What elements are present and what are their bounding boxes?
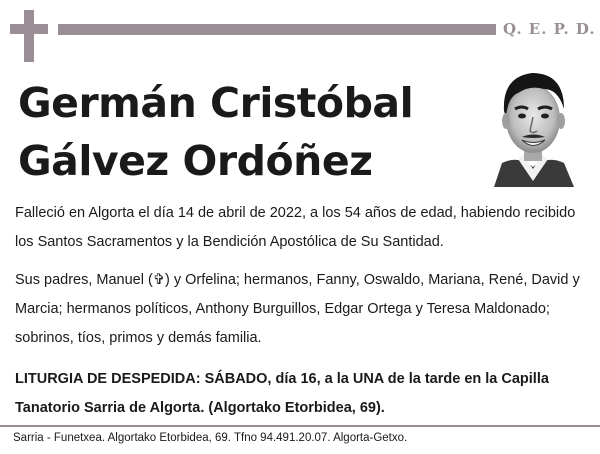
header-bar <box>58 24 496 35</box>
funeral-home-footer: Sarria - Funetxea. Algortako Etorbidea, 69. Tfno 94.491.20.07. Algorta-Getxo. <box>13 432 408 444</box>
qepd-label: Q. E. P. D. <box>503 20 596 38</box>
liturgy-paragraph: LITURGIA DE DESPEDIDA: SÁBADO, día 16, a la UNA de la tarde en la Capilla Tanatorio Sarria de Algorta. (Algortako Etorbidea, 69). <box>15 371 549 416</box>
name-line-2: Gálvez Ordóñez <box>18 137 373 185</box>
death-notice-paragraph: Falleció en Algorta el día 14 de abril de 2022, a los 54 años de edad, habiendo recibido los Santos Sacramentos y la Bendición Apostólica de Su Santidad. <box>15 205 576 250</box>
cross-icon <box>10 10 48 62</box>
portrait-photo <box>484 59 582 187</box>
footer-divider <box>0 425 600 427</box>
family-paragraph: Sus padres, Manuel (✞) y Orfelina; hermanos, Fanny, Oswaldo, Mariana, René, David y Marcia; hermanos políticos, Anthony Burguillos, Edgar Ortega y Teresa Maldonado; sobrinos, tíos, primos y demás familia. <box>15 272 580 346</box>
deceased-name <box>18 74 413 190</box>
name-line-1: Germán Cristóbal <box>18 79 414 127</box>
